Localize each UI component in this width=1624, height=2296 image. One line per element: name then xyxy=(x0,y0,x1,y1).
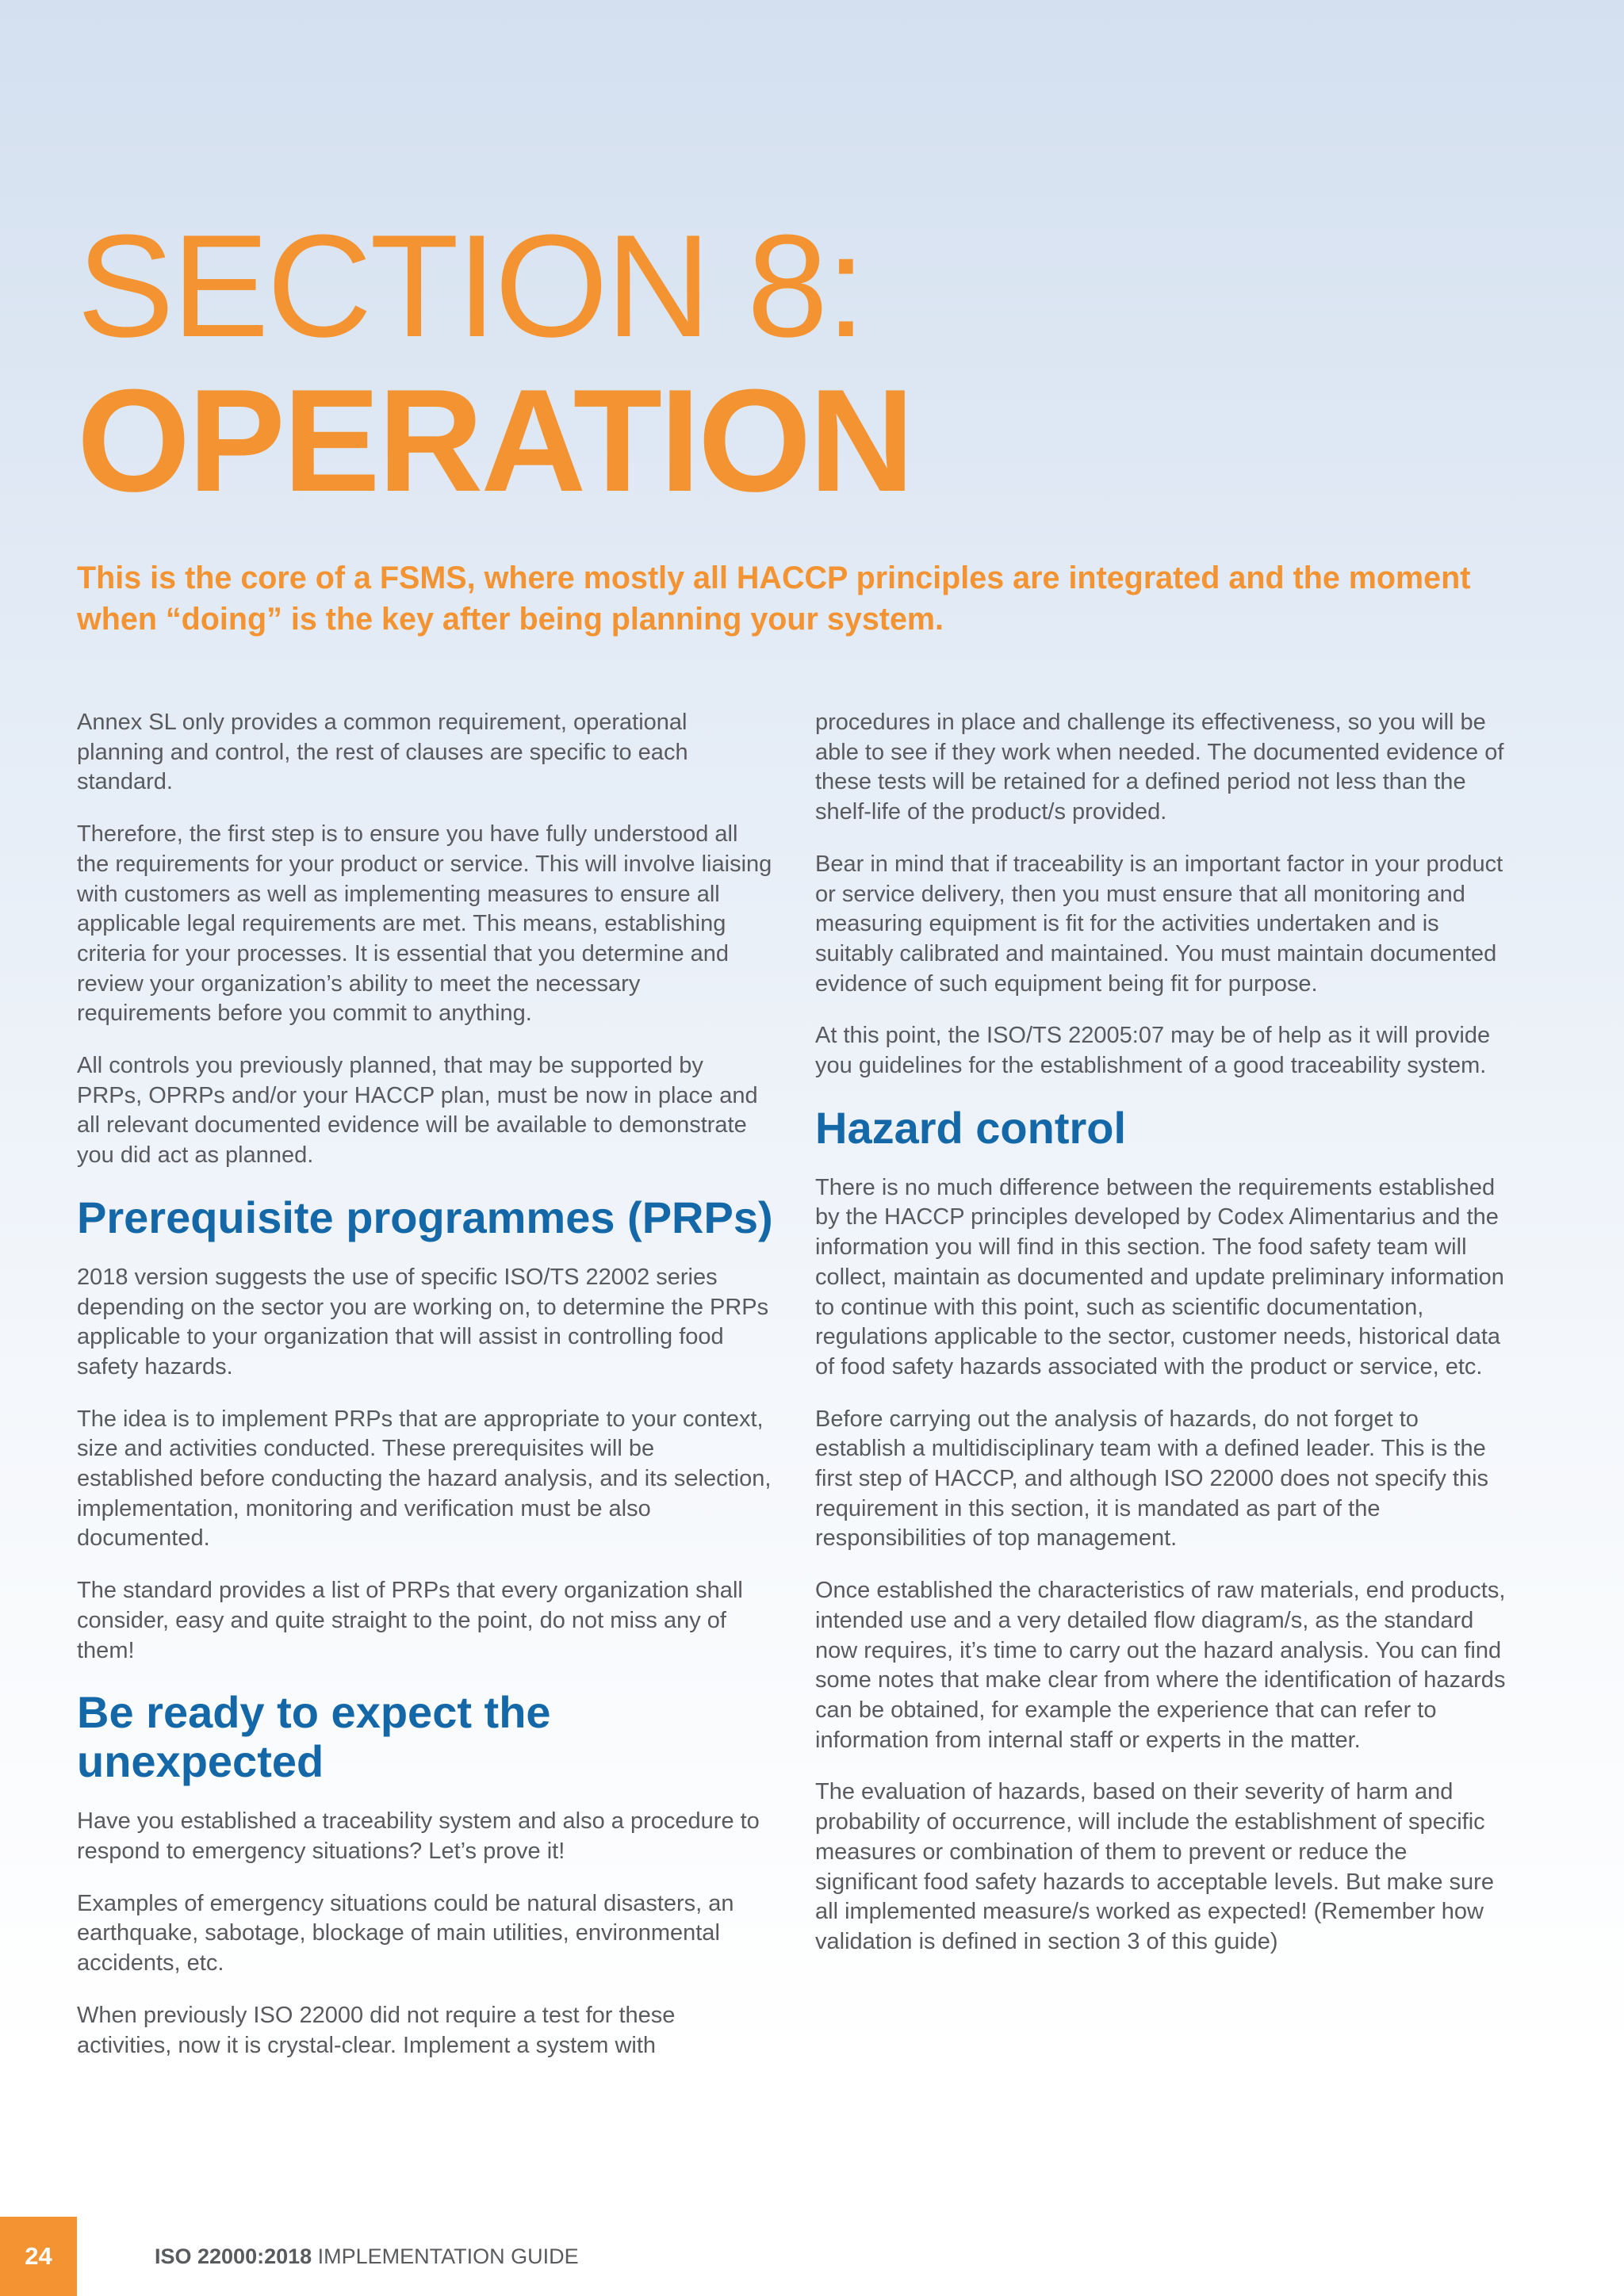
paragraph-iso-22005: At this point, the ISO/TS 22005:07 may be of help as it will provide you guidelines for the establishment of a good traceability system. xyxy=(815,1023,1491,1079)
paragraph-emergency-examples: Examples of emergency situations could be natural disasters, an earthquake, sabotage, blockage of main utilities, environmental accidents, etc. xyxy=(77,1890,734,1976)
paragraph-prp-list: The standard provides a list of PRPs that every organization shall consider, easy and quite straight to the point, do not miss any of them! xyxy=(77,1578,743,1663)
section-title-name: OPERATION xyxy=(77,358,913,522)
paragraph-test-requirement: When previously ISO 22000 did not require a test for these activities, now it is crystal-clear. Implement a system with xyxy=(77,2002,676,2058)
paragraph-annex-sl: Annex SL only provides a common requirement, operational planning and control, the rest of clauses are specific to each standard. xyxy=(77,710,688,795)
heading-be-ready: Be ready to expect the unexpected xyxy=(77,1687,551,1787)
paragraph-hazard-evaluation: The evaluation of hazards, based on their severity of harm and probability of occurrence, will include the establishment of specific measures or combination of them to prevent or reduce the significant food safety hazards to acceptable levels. But make sure all implemented measure/s worked as expected! (Remember how validation is defined in section 3 of this guide) xyxy=(815,1779,1494,1954)
paragraph-controls: All controls you previously planned, that may be supported by PRPs, OPRPs and/or your HACCP plan, must be now in place and all relevant documented evidence will be available to demonstrate you did act as planned. xyxy=(77,1053,758,1169)
paragraph-procedures: procedures in place and challenge its effectiveness, so you will be able to see if they work when needed. The documented evidence of these tests will be retained for a defined period not less than the shelf-life of the product/s provided. xyxy=(815,710,1504,825)
footer-guide-title xyxy=(155,2242,579,2271)
section-title-number: SECTION 8: xyxy=(77,204,864,367)
paragraph-prp-implement: The idea is to implement PRPs that are appropriate to your context, size and activities conducted. These prerequisites will be established before conducting the hazard analysis, and its selection, implementation, monitoring and verification must be also documented. xyxy=(77,1406,772,1552)
heading-hazard-control: Hazard control xyxy=(815,1102,1127,1153)
footer-standard-name: ISO 22000:2018 xyxy=(155,2244,312,2268)
paragraph-prp-2018: 2018 version suggests the use of specific ISO/TS 22002 series depending on the sector you are working on, to determine the PRPs applicable to your organization that will assist in controlling food safety hazards. xyxy=(77,1264,769,1380)
intro-summary: This is the core of a FSMS, where mostly all HACCP principles are integrated and the moment when “doing” is the key after being planning your system. xyxy=(77,561,1471,637)
page-number-badge xyxy=(0,2217,77,2296)
right-column xyxy=(815,708,1513,1980)
paragraph-traceability-equipment: Bear in mind that if traceability is an important factor in your product or service delivery, then you must ensure that all monitoring and measuring equipment is fit for the activities undertaken and is suitably calibrated and maintained. You must maintain documented evidence of such equipment being fit for purpose. xyxy=(815,851,1503,997)
footer-guide-label: IMPLEMENTATION GUIDE xyxy=(312,2244,579,2268)
left-column xyxy=(77,708,775,2083)
paragraph-haccp-codex: There is no much difference between the requirements established by the HACCP principles developed by Codex Alimentarius and the information you will find in this section. The food safety team will collect, maintain as documented and update preliminary information to continue with this point, such as scientific documentation, regulations applicable to the sector, customer needs, historical data of food safety hazards associated with the product or service, etc. xyxy=(815,1174,1504,1380)
heading-prerequisite-programmes: Prerequisite programmes (PRPs) xyxy=(77,1192,773,1242)
page-number: 24 xyxy=(25,2242,52,2270)
paragraph-hazard-analysis: Once established the characteristics of raw materials, end products, intended use and a very detailed flow diagram/s, as the standard now requires, it’s time to carry out the hazard analysis. You can find some notes that make clear from where the identification of hazards can be obtained, for example the experience that can refer to information from internal staff or experts in the matter. xyxy=(815,1578,1506,1753)
paragraph-first-step: Therefore, the first step is to ensure you have fully understood all the requirements for your product or service. This will involve liaising with customers as well as implementing measures to ensure all applicable legal requirements are met. This means, establishing criteria for your processes. It is essential that you determine and review your organization’s ability to meet the necessary requirements before you commit to anything. xyxy=(77,821,772,1027)
paragraph-multidisciplinary-team: Before carrying out the analysis of hazards, do not forget to establish a multidisciplinary team with a defined leader. This is the first step of HACCP, and although ISO 22000 does not specify this requirement in this section, it is mandated as part of the responsibilities of top management. xyxy=(815,1406,1489,1552)
paragraph-traceability-question: Have you established a traceability system and also a procedure to respond to emergency situations? Let’s prove it! xyxy=(77,1808,760,1864)
